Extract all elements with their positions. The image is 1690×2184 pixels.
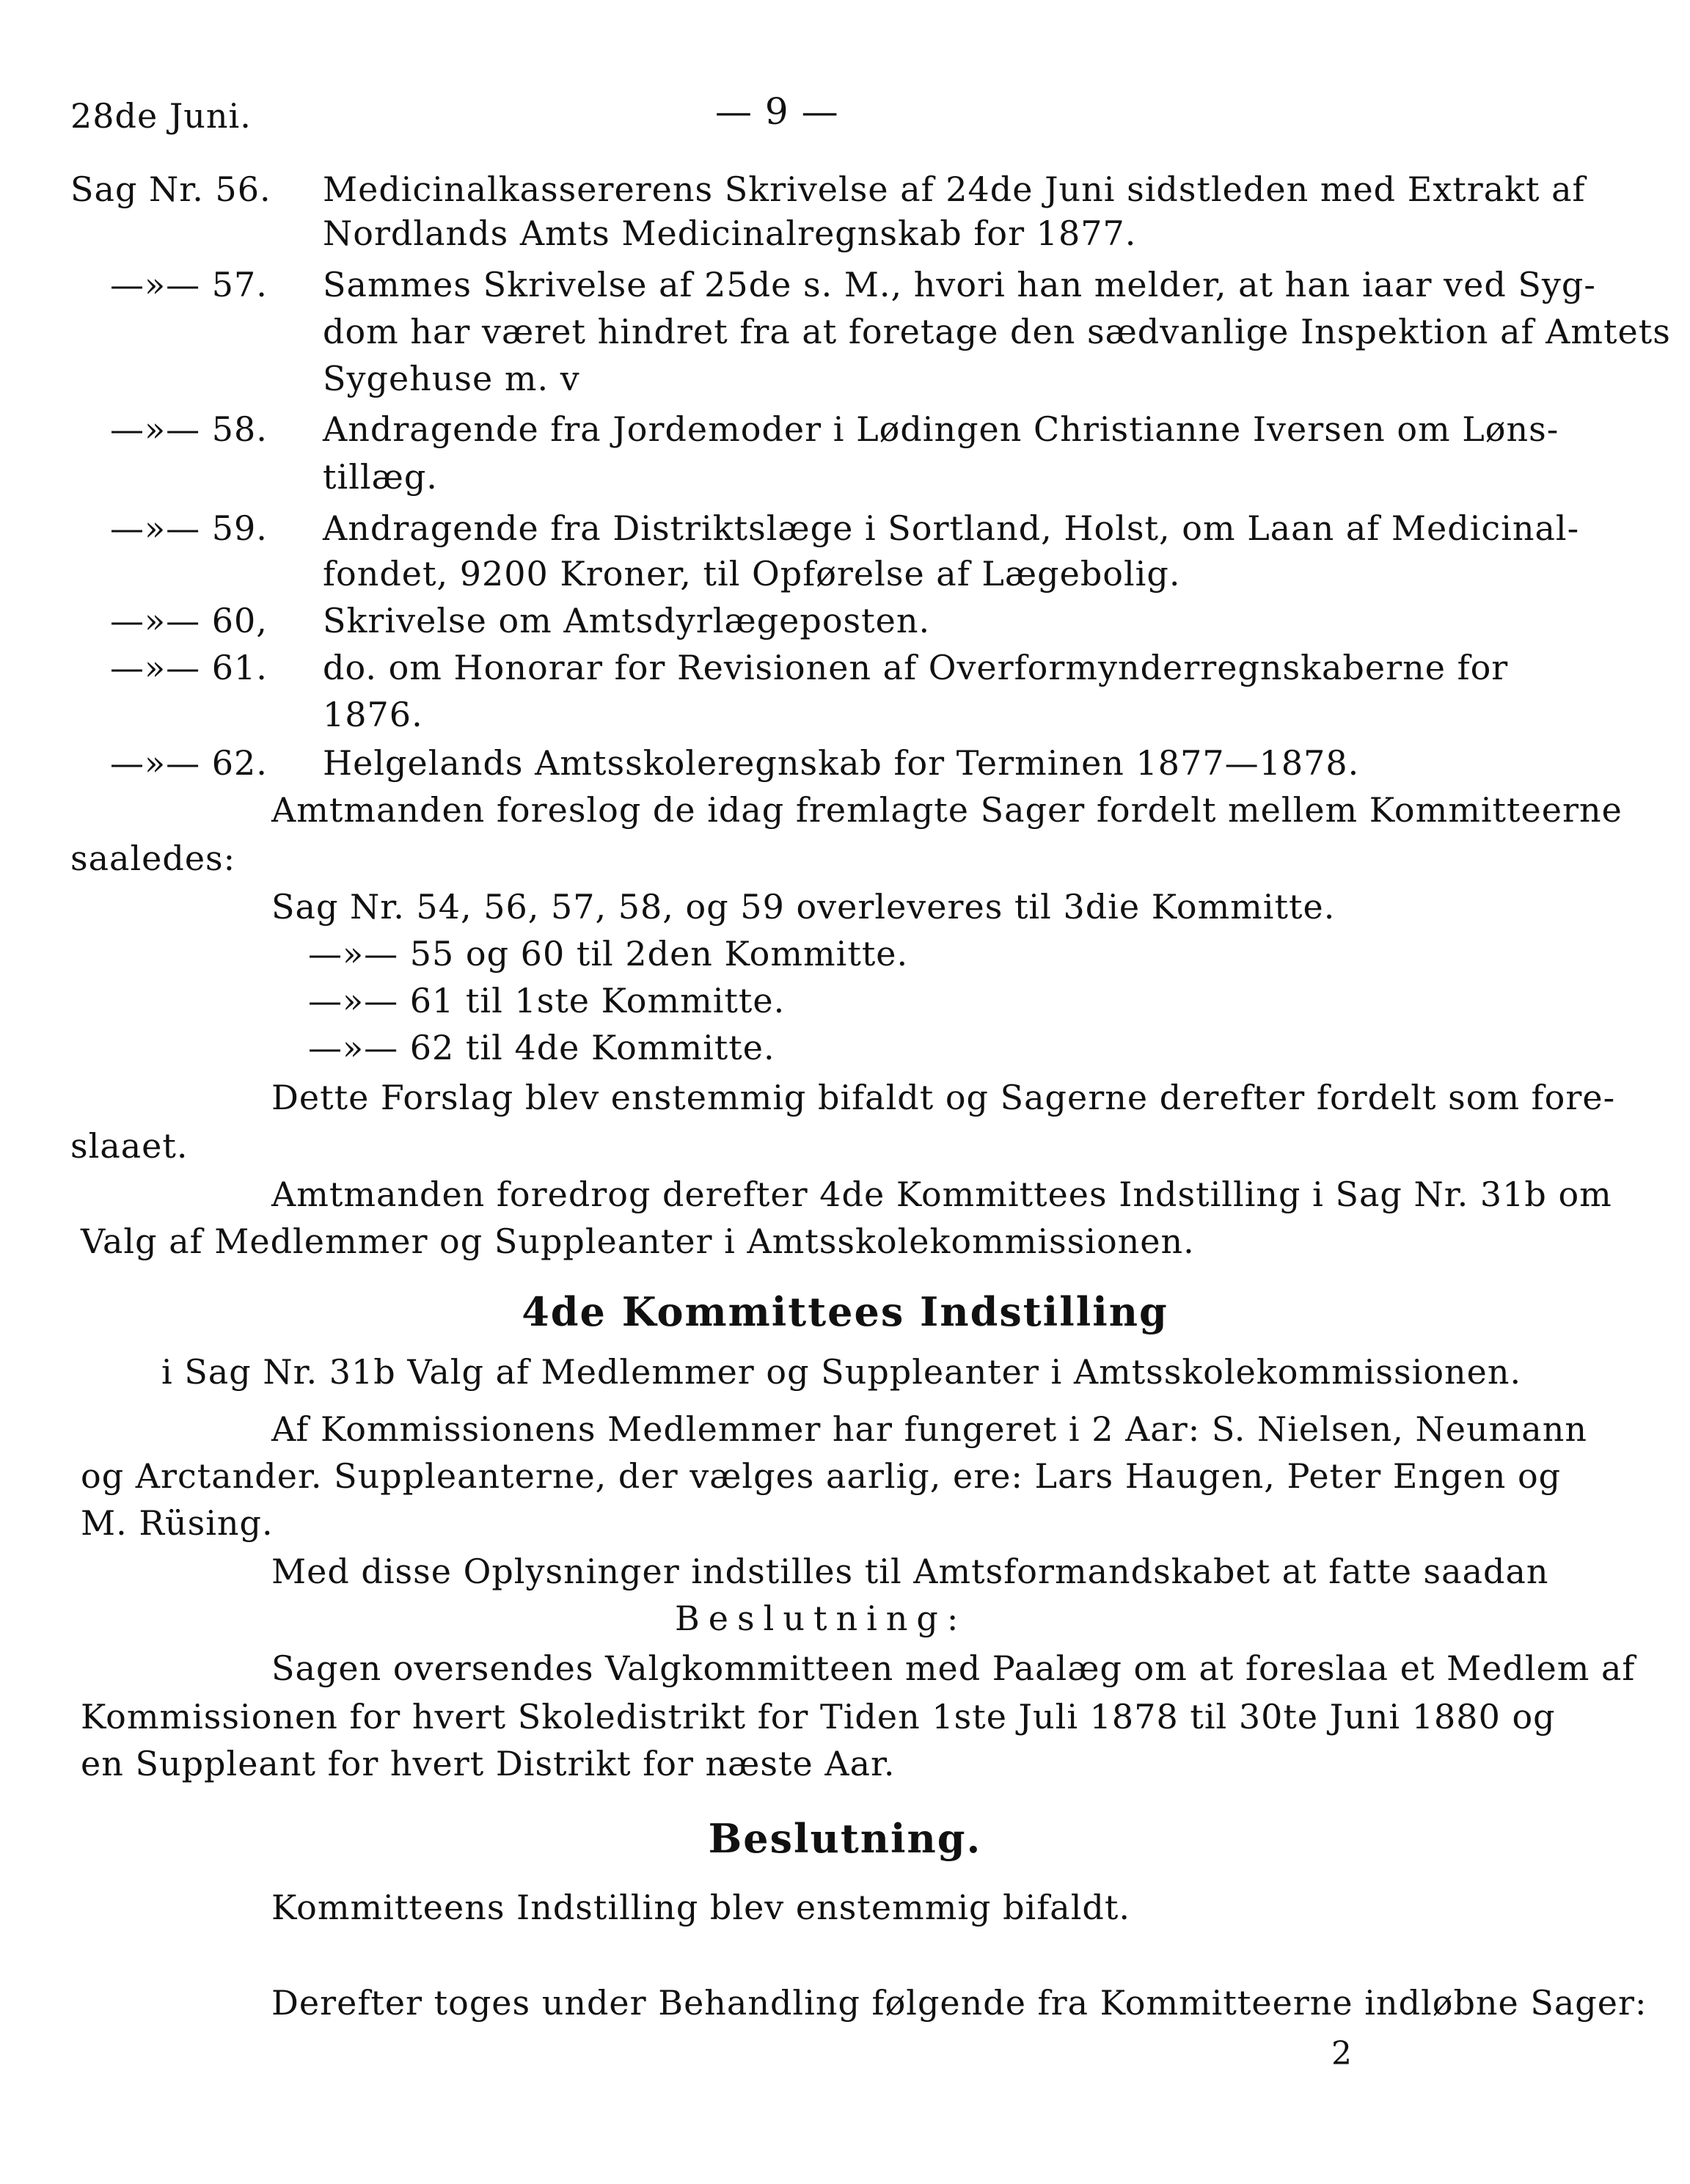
case-text-line: do. om Honorar for Revisionen af Overformynderregnskaberne for [323,648,1509,687]
paragraph-line: Sagen oversendes Valgkommitteen med Paalæg om at foreslaa et Medlem af [271,1648,1636,1688]
paragraph-line: Af Kommissionens Medlemmer har fungeret i 2 Aar: S. Nielsen, Neumann [271,1409,1587,1449]
distribution-item: —»— 62 til 4de Kommitte. [308,1028,775,1067]
case-text-line: Sygehuse m. v [323,359,580,398]
case-text-line: Medicinalkassererens Skrivelse af 24de Juni sidstleden med Extrakt af [323,169,1586,209]
distribution-item: —»— 61 til 1ste Kommitte. [308,981,786,1020]
paragraph-line: M. Rüsing. [81,1503,274,1543]
case-text-line: Helgelands Amtsskoleregnskab for Terminen 1877—1878. [323,743,1360,783]
paragraph-line: Kommissionen for hvert Skoledistrikt for Tiden 1ste Juli 1878 til 30te Juni 1880 og [81,1697,1556,1736]
paragraph-line: Amtmanden foreslog de idag fremlagte Sager fordelt mellem Kommitteerne [271,790,1623,830]
paragraph-line: Valg af Medlemmer og Suppleanter i Amtsskolekommissionen. [81,1221,1195,1261]
paragraph-line: Med disse Oplysninger indstilles til Amtsformandskabet at fatte saadan [271,1552,1549,1591]
case-prefix: Sag Nr. 56. [70,169,271,209]
case-text-line: Sammes Skrivelse af 25de s. M., hvori han melder, at han iaar ved Syg- [323,265,1596,304]
header-date: 28de Juni. [70,96,252,136]
case-text-line: Andragende fra Distriktslæge i Sortland, Holst, om Laan af Medicinal- [323,508,1580,548]
case-text-line: fondet, 9200 Kroner, til Opførelse af Lægebolig. [323,554,1181,594]
case-text-line: dom har været hindret fra at foretage den sædvanlige Inspektion af Amtets [323,312,1671,351]
section-subheading: i Sag Nr. 31b Valg af Medlemmer og Suppleanter i Amtsskolekommissionen. [161,1352,1522,1392]
paragraph-line: Amtmanden foredrog derefter 4de Kommittees Indstilling i Sag Nr. 31b om [271,1175,1612,1214]
case-prefix: —»— 61. [110,648,268,687]
paragraph-line: og Arctander. Suppleanterne, der vælges aarlig, ere: Lars Haugen, Peter Engen og [81,1456,1562,1496]
case-text-line: Nordlands Amts Medicinalregnskab for 1877. [323,213,1137,253]
case-text-line: Skrivelse om Amtsdyrlægeposten. [323,601,931,640]
paragraph-line: saaledes: [70,839,236,878]
paragraph-line: en Suppleant for hvert Distrikt for næste Aar. [81,1744,896,1783]
case-text-line: tillæg. [323,457,438,497]
decision-heading: Beslutning. [708,1815,982,1862]
distribution-item: Sag Nr. 54, 56, 57, 58, og 59 overleveres til 3die Kommitte. [271,887,1336,927]
case-prefix: —»— 59. [110,508,268,548]
resolution-label: Beslutning: [675,1599,967,1638]
distribution-item: —»— 55 og 60 til 2den Kommitte. [308,934,909,974]
case-prefix: —»— 57. [110,265,268,304]
signature-mark: 2 [1331,2035,1353,2072]
decision-text: Kommitteens Indstilling blev enstemmig bifaldt. [271,1888,1130,1927]
case-prefix: —»— 62. [110,743,268,783]
case-text-line: Andragende fra Jordemoder i Lødingen Christianne Iversen om Løns- [323,409,1559,449]
case-prefix: —»— 60, [110,601,268,640]
closing-line: Derefter toges under Behandling følgende fra Kommitteerne indløbne Sager: [271,1983,1647,2023]
case-text-line: 1876. [323,695,423,734]
paragraph-line: slaaet. [70,1126,189,1166]
paragraph-line: Dette Forslag blev enstemmig bifaldt og Sagerne derefter fordelt som fore- [271,1078,1616,1117]
case-prefix: —»— 58. [110,409,268,449]
page-number: — 9 — [715,90,839,133]
section-heading: 4de Kommittees Indstilling [522,1288,1168,1335]
